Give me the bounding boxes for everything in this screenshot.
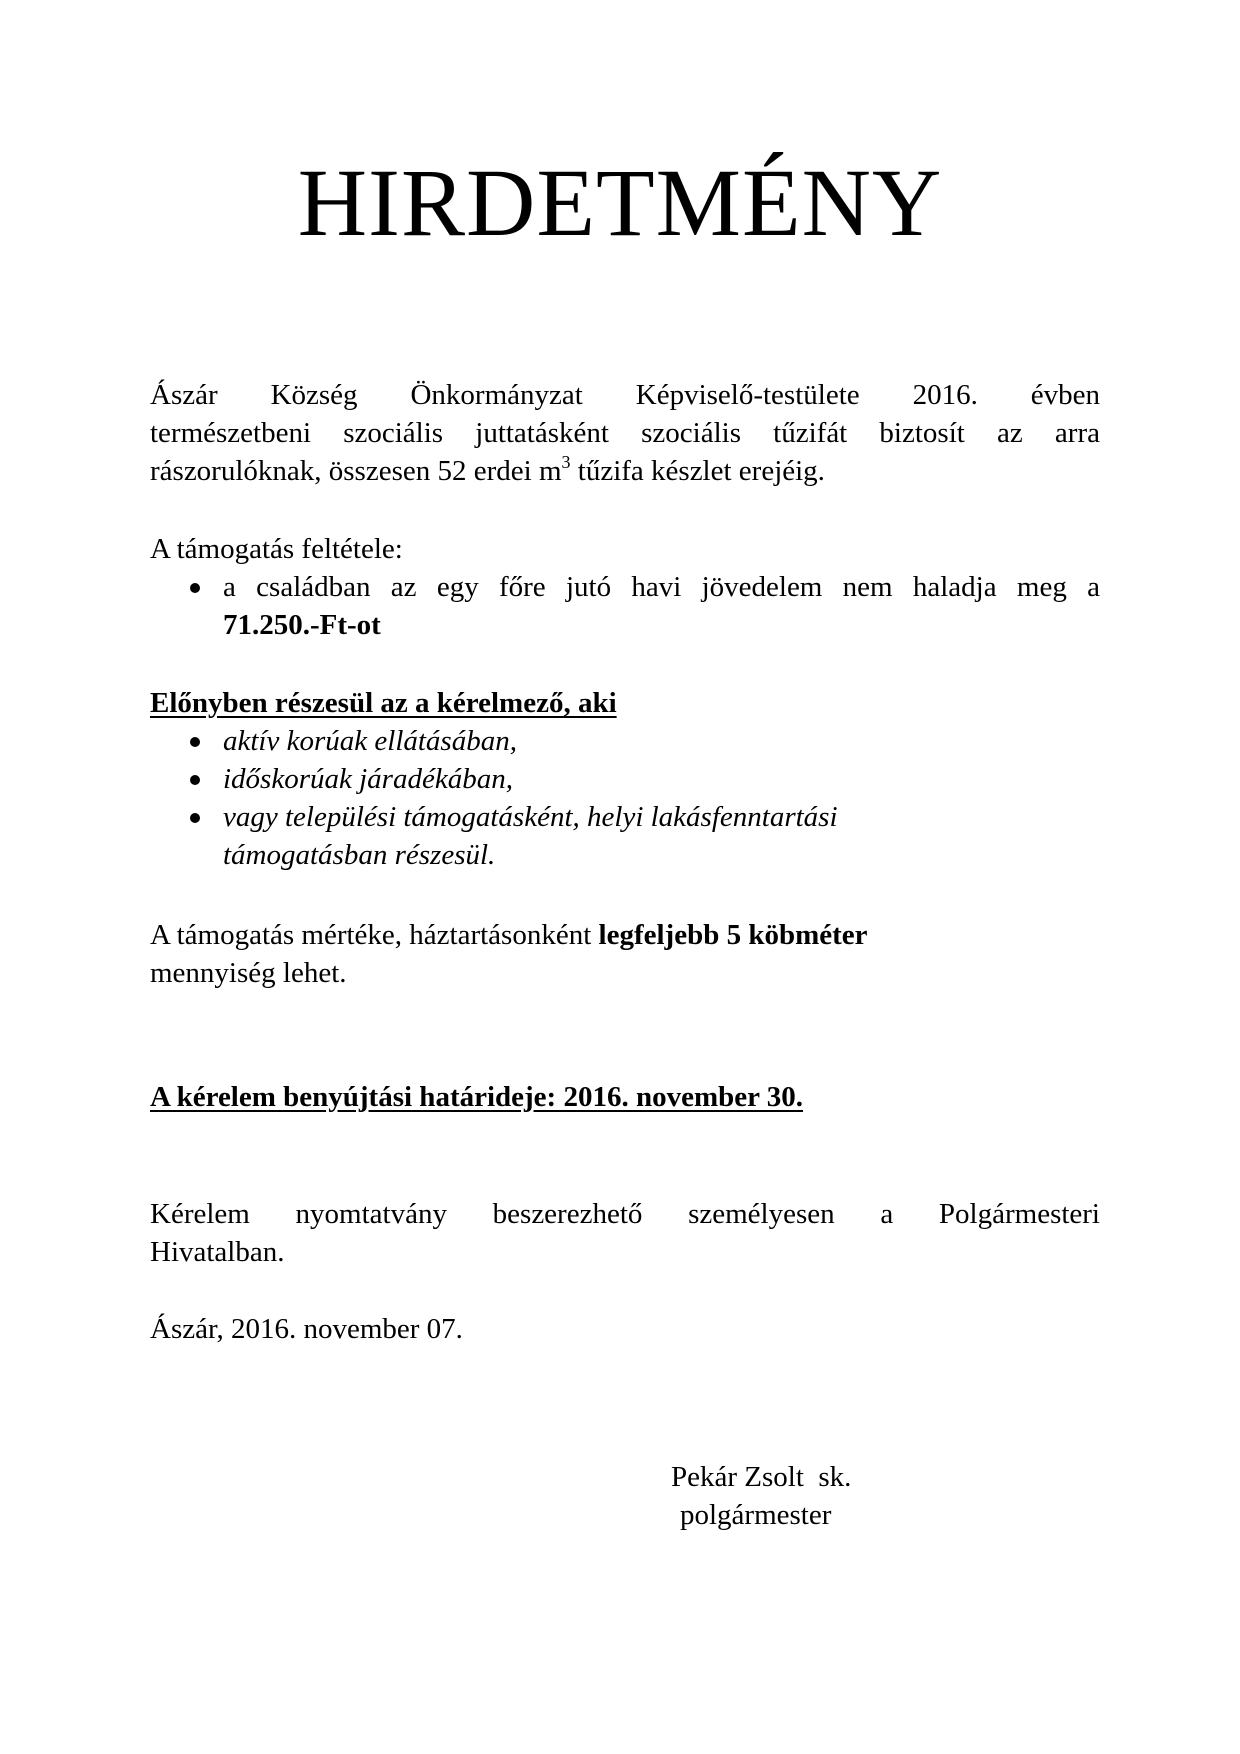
list-item [150,568,1100,644]
intro-line-1: Ászár Község Önkormányzat Képviselő-testülete 2016. évben [150,379,1100,411]
place-date: Ászár, 2016. november 07. [150,1313,463,1345]
amount-text: A támogatás mértéke, háztartásonként [150,919,599,951]
form-info-paragraph [150,1195,1100,1271]
cubic-superscript: 3 [561,452,571,472]
amount-line-1 [150,916,1100,954]
list-item: aktív korúak ellátásában, [150,722,1100,760]
page-title: HIRDETMÉNY [297,149,943,256]
deadline-section [150,1078,1100,1116]
intro-line-3-text: rászorulóknak, összesen 52 erdei m [150,455,562,487]
preference-section [150,684,1100,874]
income-limit: 71.250.-Ft-ot [223,609,381,641]
amount-max: legfeljebb 5 köbméter [598,919,868,951]
intro-line-2: természetbeni szociális juttatásként szociális tűzifát biztosít az arra [150,417,1100,449]
intro-paragraph [150,376,1100,490]
condition-list [150,568,1100,644]
list-item: időskorúak járadékában, [150,760,1100,798]
intro-line-3-end: tűzifa készlet erejéig. [570,455,825,487]
condition-heading: A támogatás feltétele: [150,533,403,565]
amount-paragraph [150,916,1100,992]
condition-section [150,530,1100,644]
signature-name: Pekár Zsolt sk. [671,1461,852,1493]
form-info-line-2: Hivatalban. [150,1236,285,1268]
deadline-text: A kérelem benyújtási határideje: 2016. november 30. [150,1081,803,1113]
amount-line-2: mennyiség lehet. [150,957,347,989]
signature-role: polgármester [680,1499,832,1531]
intro-line-3 [150,452,1100,490]
condition-text: a családban az egy főre jutó havi jövedelem nem haladja meg a [223,571,1100,603]
list-item: vagy települési támogatásként, helyi lakásfenntartási támogatásban részesül. [150,798,863,874]
preference-heading: Előnyben részesül az a kérelmező, aki [150,687,617,719]
preference-list [150,722,1100,874]
form-info-line-1: Kérelem nyomtatvány beszerezhető személyesen a Polgármesteri [150,1198,1100,1230]
